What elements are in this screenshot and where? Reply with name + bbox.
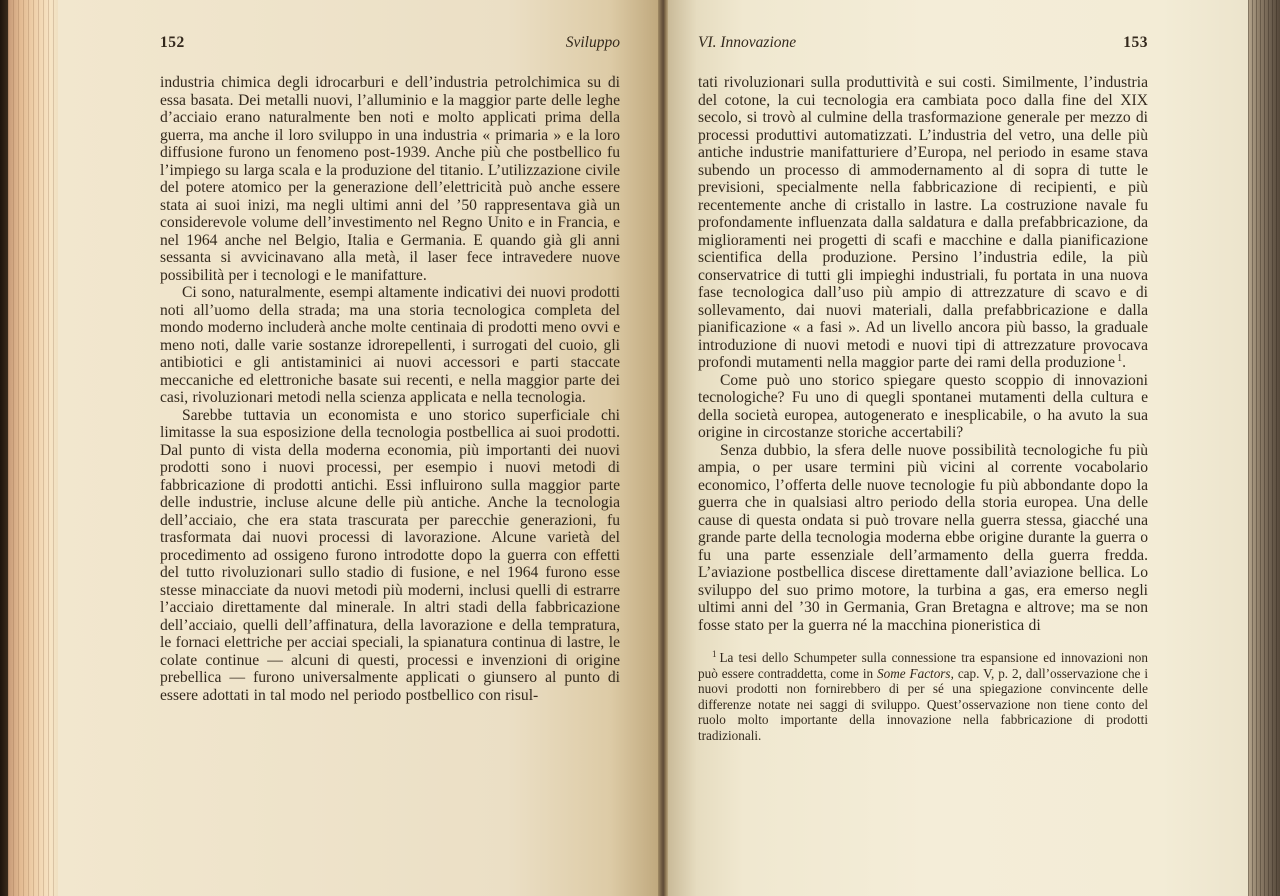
page-header-right <box>698 34 1148 52</box>
page-153 <box>668 0 1248 896</box>
running-head-left: Sviluppo <box>565 34 620 51</box>
page-header-left <box>160 34 620 52</box>
paragraph-text: tati rivoluzionari sulla produttività e sui costi. Similmente, l’industria del cotone, la cui tecnologia era cambiata poco dalla fine del XIX secolo, si trovò al culmine della trasformazione generale per mezzo di processi produttivi automatizzati. L’industria del vetro, una delle più antiche industrie manifatturiere d’Europa, nel periodo in esame stava subendo un processo di ammodernamento al di sopra di tutte le previsioni, specialmente nella fabbricazione di recipienti, e più recentemente anche di cristallo in lastre. La costruzione navale fu profondamente influenzata dalla saldatura e dalla prefabbricazione, da miglioramenti nei progetti di scafi e macchine e dalla pianificazione scientifica della produzione. Persino l’industria edile, la più conservatrice di tutti gli impieghi industriali, fu portata in una nuova fase tecnologica dall’uso più ampio di attrezzature di scavo e di sollevamento, dai nuovi materiali, dalla prefabbricazione e dalla pianificazione « a fasi ». Ad un livello ancora più basso, la graduale introduzione di nuovi metodi e nuovi tipi di attrezzature provocava profondi mutamenti nella maggior parte dei rami della produzione <box>698 74 1148 371</box>
paragraph <box>698 74 1148 372</box>
footnote-text: , cap. V, p. 2, dall’osservazione che i nuovi prodotti non fornirebbero di per sé una spiegazione convincente delle differenze notate nei saggi di sviluppo. Quest’osservazione non tiene conto del ruolo molto importante della innovazione nella fabbricazione di prodotti tradizionali. <box>698 665 1149 743</box>
footnote-paragraph <box>698 650 1148 744</box>
gutter-crease <box>658 0 668 896</box>
running-head-right: VI. Innovazione <box>698 34 797 51</box>
body-text-left <box>160 74 620 704</box>
page-number-left: 152 <box>160 34 185 51</box>
paragraph-text: . <box>1122 354 1127 371</box>
body-text-right <box>698 74 1148 634</box>
paragraph: Sarebbe tuttavia un economista e uno storico superficiale chi limitasse la sua esposizione della tecnologia postbellica ai suoi prodotti. Dal punto di vista della moderna economia, più importanti dei nuovi prodotti sono i nuovi processi, per esempio i nuovi metodi di fabbricazione di prodotti antichi. Essi influirono sulla maggior parte delle industrie, incluse alcune delle più antiche. Anche la tecnologia dell’acciaio, che era stata trascurata per parecchie generazioni, fu trasformata dai nuovi processi di lavorazione. Alcune varietà del procedimento ad ossigeno furono introdotte dopo la guerra con effetti del tutto rivoluzionari sullo stadio di fusione, e nel 1964 furono esse stesse minacciate da nuovi metodi più moderni, inclusi quelli di estrarre l’acciaio direttamente dal minerale. In altri stadi della fabbricazione dell’acciaio, quelli dell’affinatura, della lavorazione e della tempratura, le fornaci elettriche per acciai speciali, la spianatura continua di lastre, le colate continue — alcuni di questi, processi e invenzioni di origine prebellica — furono universalmente applicati o giunsero al punto di essere adottati in tal modo nel periodo postbellico con risul- <box>160 406 620 704</box>
paragraph: Senza dubbio, la sfera delle nuove possibilità tecnologiche fu più ampia, o per usare termini più vicini al corrente vocabolario economico, l’offerta delle nuove tecnologie fu più abbondante dopo la guerra che in qualsiasi altro periodo della storia europea. Una delle cause di questa ondata si può trovare nella guerra stessa, giacché una grande parte della tecnologia moderna ebbe origine durante la guerra o fu una parte essenziale dell’armamento della guerra fredda. L’aviazione postbellica discese direttamente dall’aviazione bellica. Lo sviluppo del suo primo motore, la turbina a gas, era emerso negli ultimi anni del ’30 in Germania, Gran Bretagna e altrove; ma se non fosse stato per la guerra né la macchina pioneristica di <box>698 441 1148 634</box>
paragraph: industria chimica degli idrocarburi e dell’industria petrolchimica su di essa basata. Dei metalli nuovi, l’alluminio e la maggior parte delle leghe d’acciaio erano naturalmente ben noti e molto applicati prima della guerra, ma anche il loro sviluppo in una industria « primaria » e la loro diffusione furono un fenomeno post-1939. Anche più che postbellico fu l’impiego su larga scala e la produzione del titanio. L’utilizzazione civile del potere atomico per la generazione dell’elettricità può anche essere stata ai suoi inizi, ma negli ultimi anni del ’50 rappresentava già un considerevole volume dell’investimento nel Regno Unito e in Francia, e nel 1964 anche nel Belgio, Italia e Germania. E quando già gli anni sessanta si avvicinavano alla metà, il laser fece intravedere nuove possibilità per i tecnologi e le manifatture. <box>160 74 620 284</box>
right-page-stack-edge <box>1248 0 1280 896</box>
footnote-cited-work: Some Factors <box>877 665 951 681</box>
paragraph: Come può uno storico spiegare questo scoppio di innovazioni tecnologiche? Fu uno di quegli spontanei mutamenti della cultura e della società europea, autogenerato e inesplicabile, o ha avuto la sua origine in circostanze storiche accertabili? <box>698 371 1148 441</box>
paragraph: Ci sono, naturalmente, esempi altamente indicativi dei nuovi prodotti noti all’uomo della strada; ma una storia tecnologica completa del mondo moderno includerà anche molte centinaia di prodotti meno ovvi e meno noti, dalle varie sostanze idrorepellenti, i surrogati del cuoio, gli antibiotici e gli antistaminici ai nuovi accessori e parti staccate meccaniche ed elettroniche basate sui recenti, e nella maggior parte dei casi, rivoluzionari metodi nella scienza applicata e nella tecnologia. <box>160 284 620 406</box>
footnote-text: La tesi dello Schumpeter sulla connessione tra espansione ed innovazioni non può essere contraddetta, come in <box>698 650 1148 681</box>
footnote <box>698 650 1148 744</box>
left-page-stack-edge <box>8 0 58 896</box>
footnote-marker: 1 <box>712 648 717 659</box>
left-binding-edge <box>0 0 8 896</box>
footnote-reference-mark: 1 <box>1117 352 1123 364</box>
page-152 <box>58 0 658 896</box>
page-number-right: 153 <box>1123 34 1148 51</box>
